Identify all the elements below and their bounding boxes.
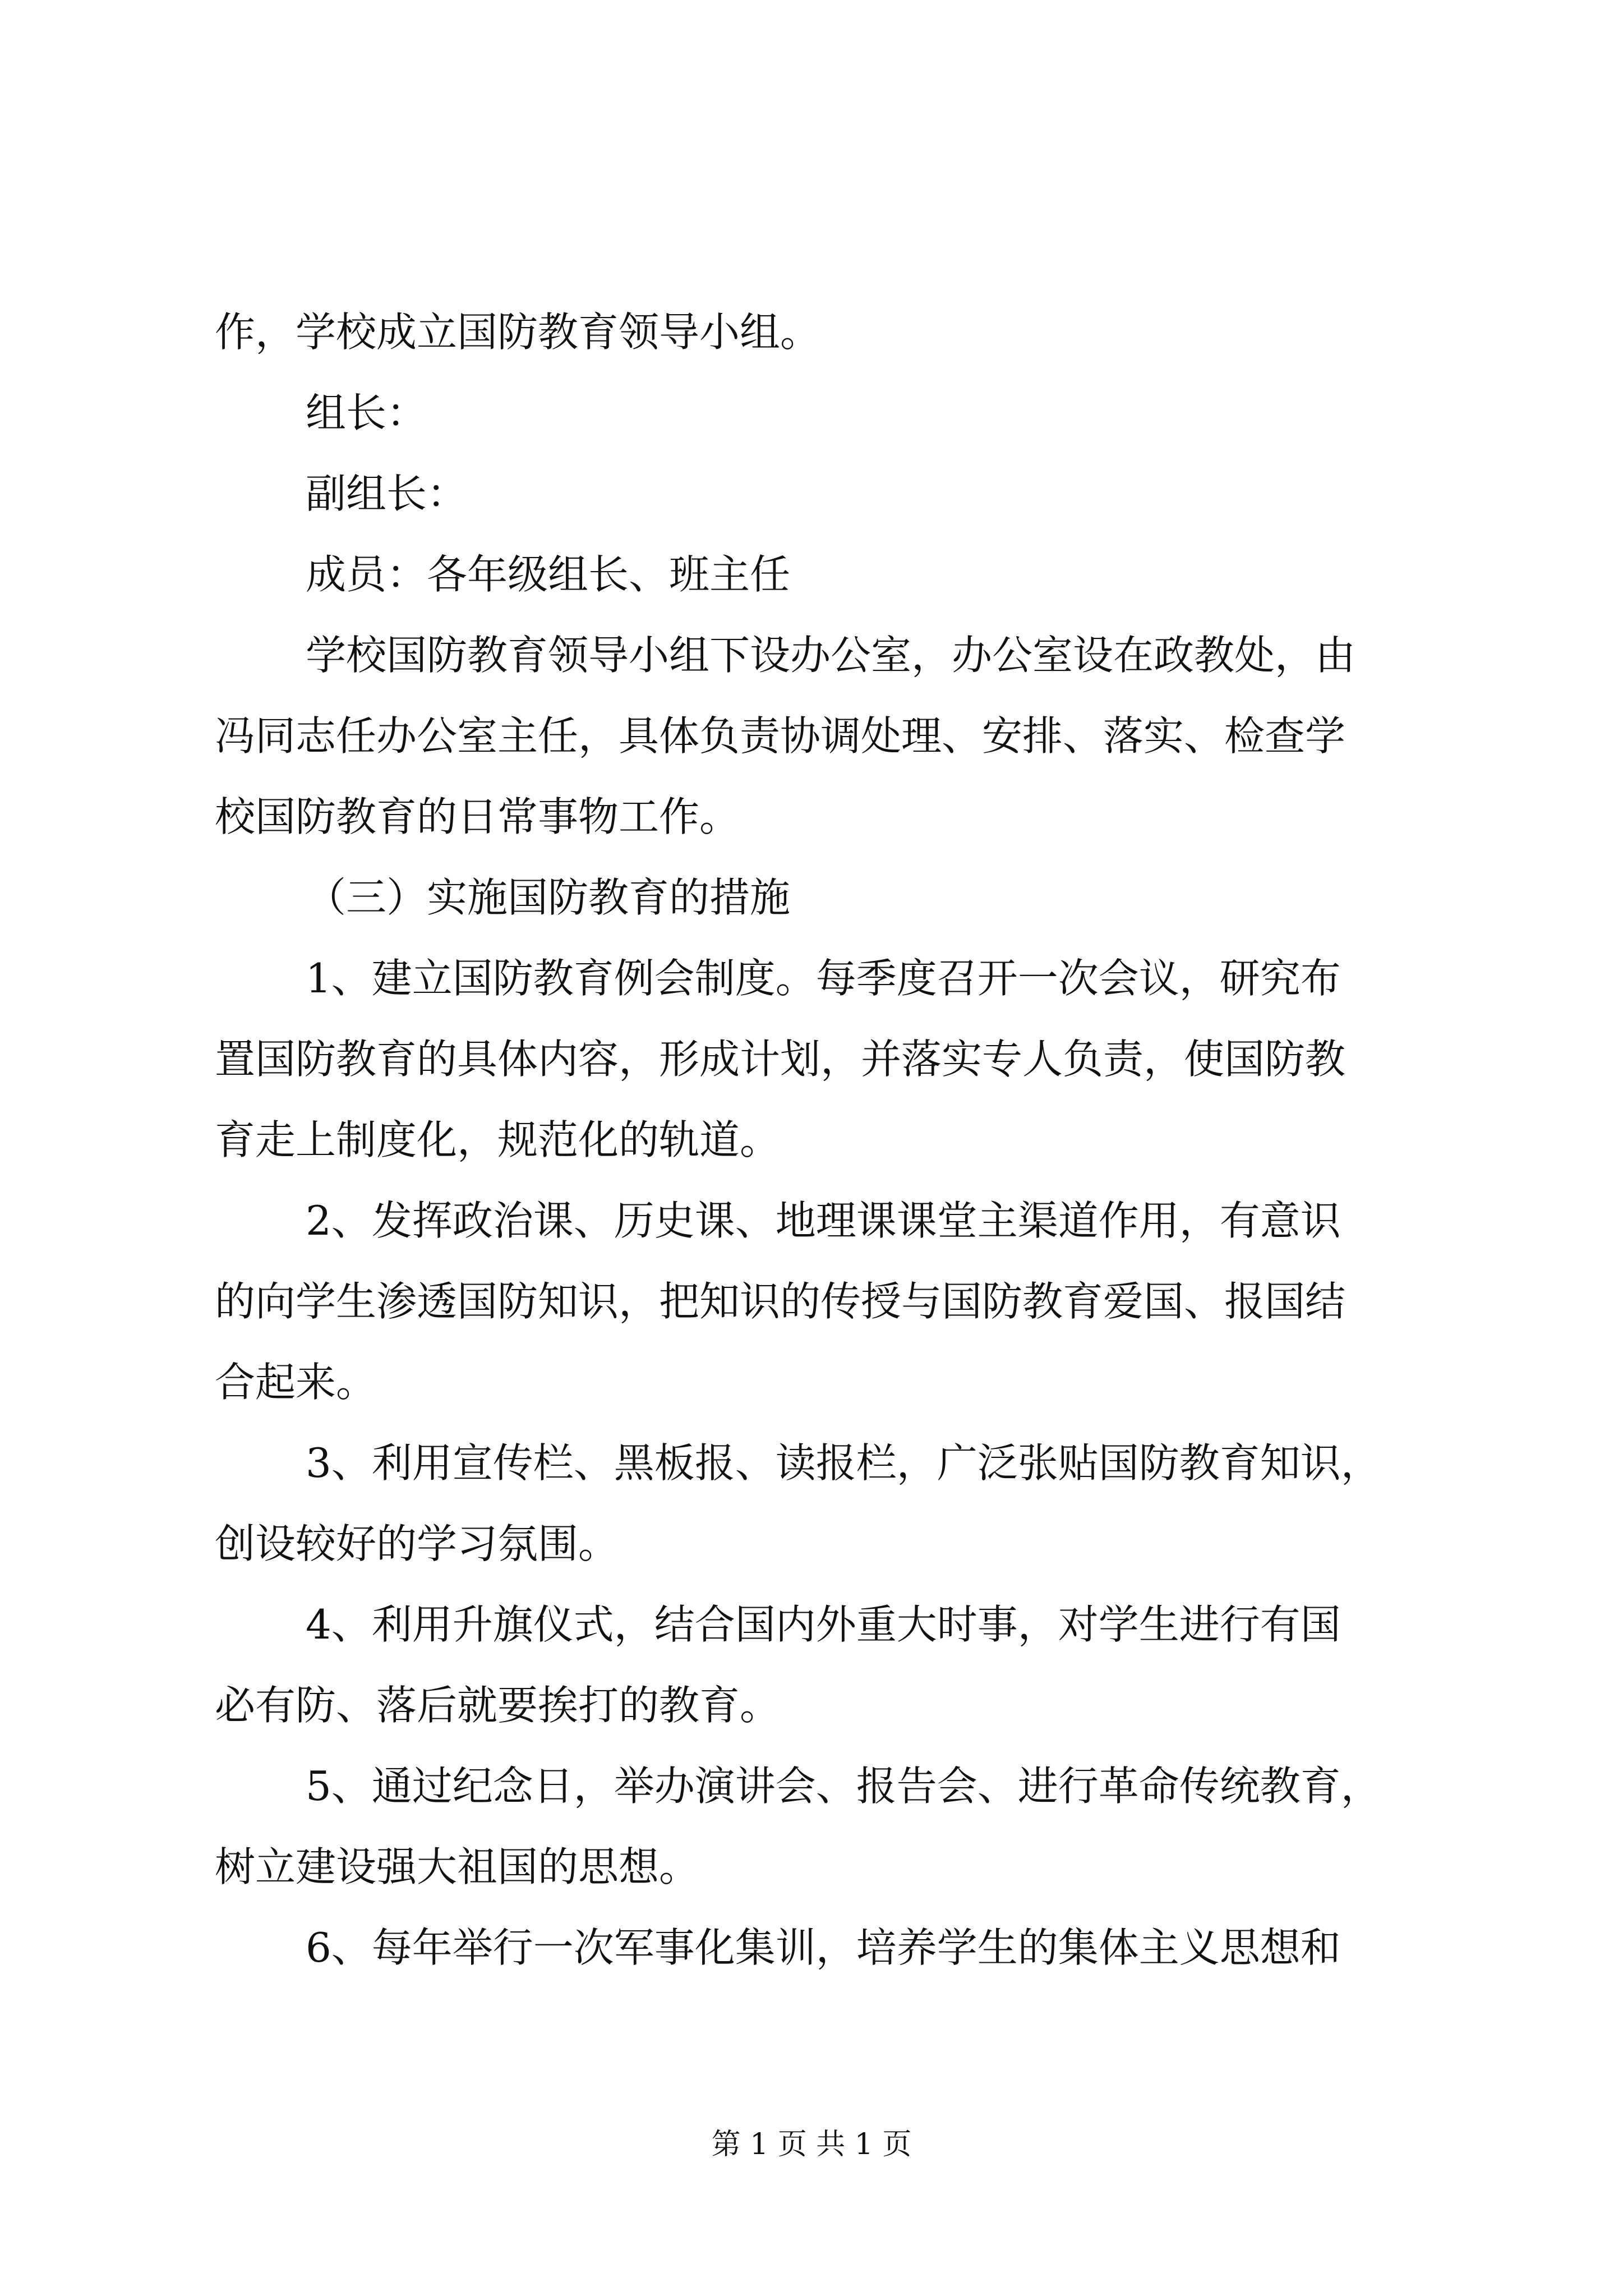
- section-heading: （三）实施国防教育的措施: [306, 874, 791, 921]
- text-line: 置国防教育的具体内容，形成计划，并落实专人负责，使国防教: [215, 1036, 1346, 1083]
- text-line: 合起来。: [215, 1359, 377, 1406]
- text-line: 副组长：: [306, 470, 468, 517]
- text-line: 5、通过纪念日，举办演讲会、报告会、进行革命传统教育，: [306, 1763, 1381, 1810]
- text-line: 4、利用升旗仪式，结合国内外重大时事，对学生进行有国: [306, 1601, 1341, 1648]
- text-line: 1、建立国防教育例会制度。每季度召开一次会议，研究布: [306, 955, 1341, 1002]
- document-body: [215, 292, 1426, 1988]
- text-line: 作，学校成立国防教育领导小组。: [215, 309, 821, 356]
- page-number-footer: 第 1 页 共 1 页: [711, 2128, 912, 2161]
- text-line: 育走上制度化，规范化的轨道。: [215, 1116, 781, 1163]
- text-line: 2、发挥政治课、历史课、地理课课堂主渠道作用，有意识: [306, 1197, 1341, 1244]
- text-line: 必有防、落后就要挨打的教育。: [215, 1682, 781, 1729]
- text-line: 3、利用宣传栏、黑板报、读报栏，广泛张贴国防教育知识，: [306, 1439, 1381, 1487]
- text-line: 组长：: [306, 389, 427, 436]
- text-line: 创设较好的学习氛围。: [215, 1520, 619, 1567]
- text-line: 校国防教育的日常事物工作。: [215, 793, 740, 840]
- text-line: 冯同志任办公室主任，具体负责协调处理、安排、落实、检查学: [215, 712, 1346, 760]
- text-line: 6、每年举行一次军事化集训，培养学生的集体主义思想和: [306, 1924, 1341, 1971]
- text-line: 的向学生渗透国防知识，把知识的传授与国防教育爱国、报国结: [215, 1278, 1346, 1325]
- text-line: 学校国防教育领导小组下设办公室，办公室设在政教处，由: [306, 632, 1356, 679]
- text-line: 树立建设强大祖国的思想。: [215, 1843, 700, 1890]
- text-line: 成员：各年级组长、班主任: [306, 551, 791, 598]
